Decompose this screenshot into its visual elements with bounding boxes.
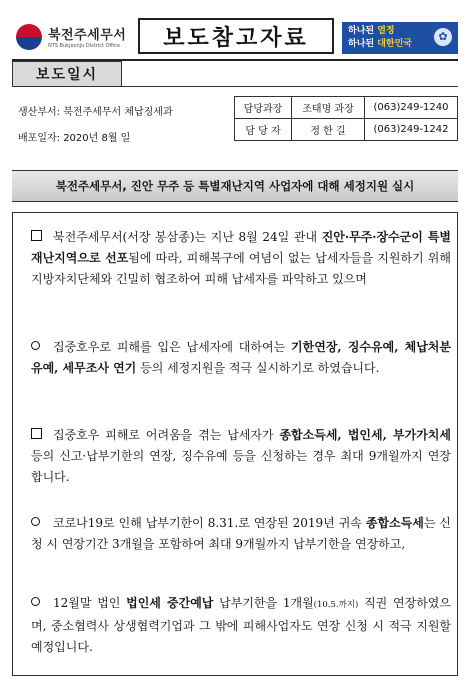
slogan-emblem-icon: ✿ [434, 28, 452, 46]
slogan-line2-highlight: 대한민국 [377, 39, 412, 49]
agency-logo [12, 18, 130, 58]
paragraph-2 [31, 337, 451, 379]
circle-bullet-icon [31, 597, 40, 606]
paragraph-text: 됨에 따라, 피해복구에 여념이 없는 납세자들을 지원하기 위해 지방자치단체와 긴밀히 협조하여 피해 납세자를 파악하고 있으며 [31, 251, 451, 286]
distribution-date: 배포일자: 2020년 8월 일 [18, 133, 131, 144]
paragraph-emphasis: 기한연장, 징수유예, 체납처분 유예, 세무조사 연기 [31, 340, 451, 375]
paragraph-text: 집중호우 피해로 어려움을 겪는 납세자가 [53, 428, 280, 442]
agency-name: 북전주세무서 [48, 28, 127, 43]
paragraph-text: 집중호우로 피해를 입은 납세자에 대하여는 [53, 340, 292, 354]
paragraph-emphasis: 종합소득세 [365, 516, 424, 530]
agency-english-name: NTS Bukjeonju District Office [48, 43, 121, 49]
circle-bullet-icon [31, 517, 40, 526]
contact-name: 정 한 길 [292, 119, 365, 141]
paragraph-text: 코로나19로 인해 납부기한이 8.31.로 연장된 2019년 귀속 [53, 516, 366, 530]
slogan-line2-prefix: 하나된 [348, 39, 378, 49]
contact-role: 담당과장 [235, 97, 292, 119]
paragraph-4 [31, 513, 451, 555]
contact-role: 담 당 자 [235, 119, 292, 141]
release-time-label: 보도일시 [12, 61, 122, 87]
paragraph-emphasis: 법인세 중간예납 [126, 596, 214, 610]
document-header [12, 18, 458, 58]
paragraph-text: 는 신청 시 연장기간 3개월을 포함하여 최대 9개월까지 납부기한을 연장하고, [31, 516, 452, 551]
document-type-title: 보도참고자료 [138, 18, 334, 54]
paragraph-1 [31, 227, 451, 290]
square-bullet-icon [31, 428, 42, 439]
paragraph-text: 북전주세무서(서장 봉삼종)는 지난 8월 24일 관내 [53, 230, 322, 244]
press-body [12, 212, 458, 676]
contact-table [234, 96, 458, 141]
slogan-line1-prefix: 하나된 [348, 26, 378, 36]
taegeuk-logo-icon [16, 24, 42, 50]
slogan-banner [342, 22, 458, 54]
contact-phone: (063)249-1242 [365, 119, 458, 141]
paragraph-text: 등의 신고·납부기한의 연장, 징수유예 등을 신청하는 경우 최대 9개월까지 연장합니다. [31, 449, 451, 484]
contact-row [235, 119, 458, 141]
press-headline: 북전주세무서, 진안 무주 등 특별재난지역 사업자에 대해 세정지원 실시 [12, 170, 458, 202]
paragraph-text: 등의 세정지원을 적극 실시하기로 하였습니다. [136, 361, 380, 375]
paragraph-text: 12월말 법인 [53, 596, 127, 610]
square-bullet-icon [31, 230, 42, 241]
paragraph-text: 납부기한을 1개월 [213, 596, 314, 610]
producing-department: 생산부서: 북전주세무서 체납징세과 [18, 107, 173, 118]
contact-name: 조태명 과장 [292, 97, 365, 119]
contact-phone: (063)249-1240 [365, 97, 458, 119]
paragraph-note: (10.5.까지) [313, 600, 359, 610]
slogan-line1-highlight: 열정 [377, 26, 395, 36]
paragraph-text: 직권 연장하였으며, 중소협력사 상생협력기업과 그 밖에 피해사업자도 연장 신청 시 적극 지원할 예정입니다. [31, 596, 451, 654]
contact-row [235, 97, 458, 119]
release-time-line [122, 86, 458, 87]
paragraph-5 [31, 593, 451, 658]
paragraph-emphasis: 진안·무주·장수군이 특별재난지역으로 선포 [31, 230, 451, 265]
circle-bullet-icon [31, 341, 40, 350]
paragraph-emphasis: 종합소득세, 법인세, 부가가치세 [279, 428, 451, 442]
paragraph-3 [31, 425, 451, 488]
